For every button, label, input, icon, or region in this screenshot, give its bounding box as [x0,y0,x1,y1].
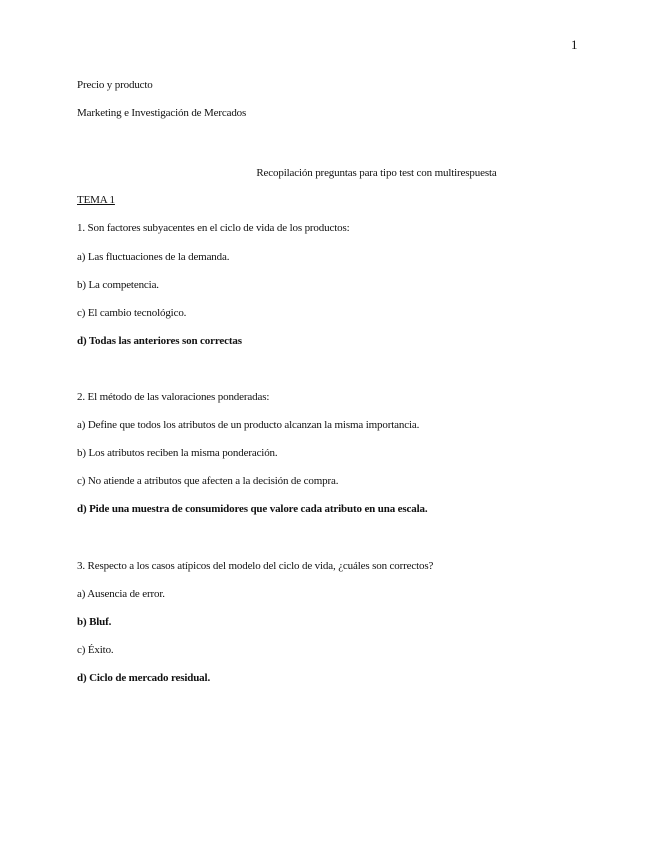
title-block-line-1: Precio y producto [77,79,153,91]
question-text: 3. Respecto a los casos atípicos del modelo del ciclo de vida, ¿cuáles son correctos? [77,560,434,572]
answer-option-correct: b) Bluf. [77,616,112,628]
document-title [0,168,655,179]
title-block-line-2: Marketing e Investigación de Mercados [77,107,247,119]
document-title-text: Recopilación preguntas para tipo test con multirespuesta [256,167,497,179]
section-heading: TEMA 1 [77,194,115,206]
answer-option-correct: d) Pide una muestra de consumidores que valore cada atributo en una escala. [77,503,428,515]
answer-option: c) Éxito. [77,644,114,656]
answer-option: a) Define que todos los atributos de un producto alcanzan la misma importancia. [77,419,420,431]
answer-option: a) Las fluctuaciones de la demanda. [77,251,230,263]
answer-option-correct: d) Ciclo de mercado residual. [77,672,211,684]
answer-option-correct: d) Todas las anteriores son correctas [77,335,242,347]
page-number: 1 [571,37,578,52]
answer-option: a) Ausencia de error. [77,588,165,600]
answer-option: b) Los atributos reciben la misma ponderación. [77,447,278,459]
answer-option: c) No atiende a atributos que afecten a la decisión de compra. [77,475,339,487]
question-text: 1. Son factores subyacentes en el ciclo de vida de los productos: [77,222,350,234]
question-text: 2. El método de las valoraciones ponderadas: [77,391,270,403]
answer-option: b) La competencia. [77,279,159,291]
answer-option: c) El cambio tecnológico. [77,307,187,319]
